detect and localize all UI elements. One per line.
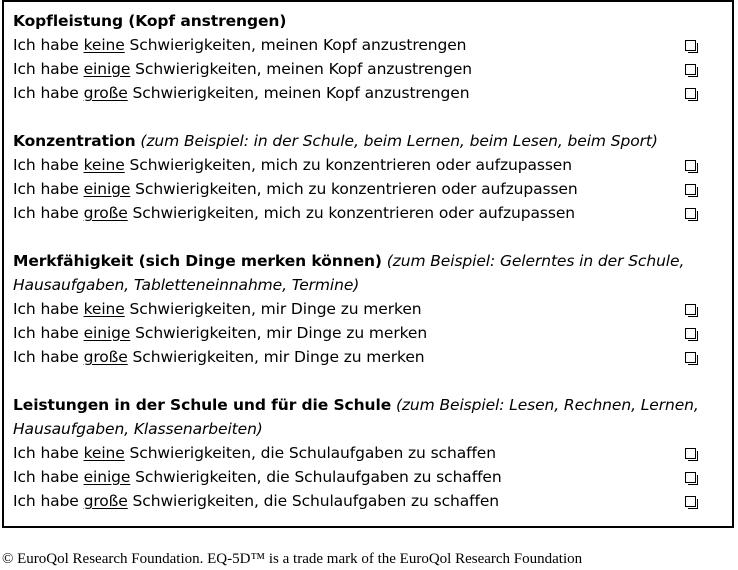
option-row: Ich habe einige Schwierigkeiten, meinen Kopf anzustrengen: [13, 60, 473, 78]
option-row: Ich habe keine Schwierigkeiten, mir Dinge zu merken: [13, 300, 422, 318]
answer-checkbox[interactable]: [685, 304, 696, 315]
answer-checkbox[interactable]: [685, 88, 696, 99]
copyright-footer: © EuroQol Research Foundation. EQ-5D™ is a trade mark of the EuroQol Research Foundation: [2, 551, 583, 567]
option-row: Ich habe keine Schwierigkeiten, meinen Kopf anzustrengen: [13, 36, 467, 54]
option-row: Ich habe große Schwierigkeiten, mir Dinge zu merken: [13, 348, 425, 366]
option-row: Ich habe einige Schwierigkeiten, mir Dinge zu merken: [13, 324, 428, 342]
section-heading-kopfleistung: Kopfleistung (Kopf anstrengen): [13, 12, 287, 30]
option-row: Ich habe keine Schwierigkeiten, mich zu konzentrieren oder aufzupassen: [13, 156, 572, 174]
answer-checkbox[interactable]: [685, 328, 696, 339]
answer-checkbox[interactable]: [685, 184, 696, 195]
section-heading-konzentration: Konzentration (zum Beispiel: in der Schule, beim Lernen, beim Lesen, beim Sport): [13, 132, 658, 150]
answer-checkbox[interactable]: [685, 496, 696, 507]
answer-checkbox[interactable]: [685, 40, 696, 51]
answer-checkbox[interactable]: [685, 160, 696, 171]
answer-checkbox[interactable]: [685, 352, 696, 363]
answer-checkbox[interactable]: [685, 208, 696, 219]
answer-checkbox[interactable]: [685, 472, 696, 483]
option-row: Ich habe große Schwierigkeiten, meinen Kopf anzustrengen: [13, 84, 470, 102]
option-row: Ich habe einige Schwierigkeiten, die Schulaufgaben zu schaffen: [13, 468, 502, 486]
answer-checkbox[interactable]: [685, 64, 696, 75]
answer-checkbox[interactable]: [685, 448, 696, 459]
option-row: Ich habe einige Schwierigkeiten, mich zu konzentrieren oder aufzupassen: [13, 180, 578, 198]
section-heading-note: Hausaufgaben, Klassenarbeiten): [13, 420, 263, 438]
section-heading-note: Hausaufgaben, Tabletteneinnahme, Termine): [13, 276, 360, 294]
section-heading-schulleistungen: Leistungen in der Schule und für die Schule (zum Beispiel: Lesen, Rechnen, Lernen,: [13, 396, 699, 414]
option-row: Ich habe große Schwierigkeiten, die Schulaufgaben zu schaffen: [13, 492, 499, 510]
option-row: Ich habe große Schwierigkeiten, mich zu konzentrieren oder aufzupassen: [13, 204, 575, 222]
section-heading-merkfaehigkeit: Merkfähigkeit (sich Dinge merken können) (zum Beispiel: Gelerntes in der Schule,: [13, 252, 685, 270]
option-row: Ich habe keine Schwierigkeiten, die Schulaufgaben zu schaffen: [13, 444, 496, 462]
